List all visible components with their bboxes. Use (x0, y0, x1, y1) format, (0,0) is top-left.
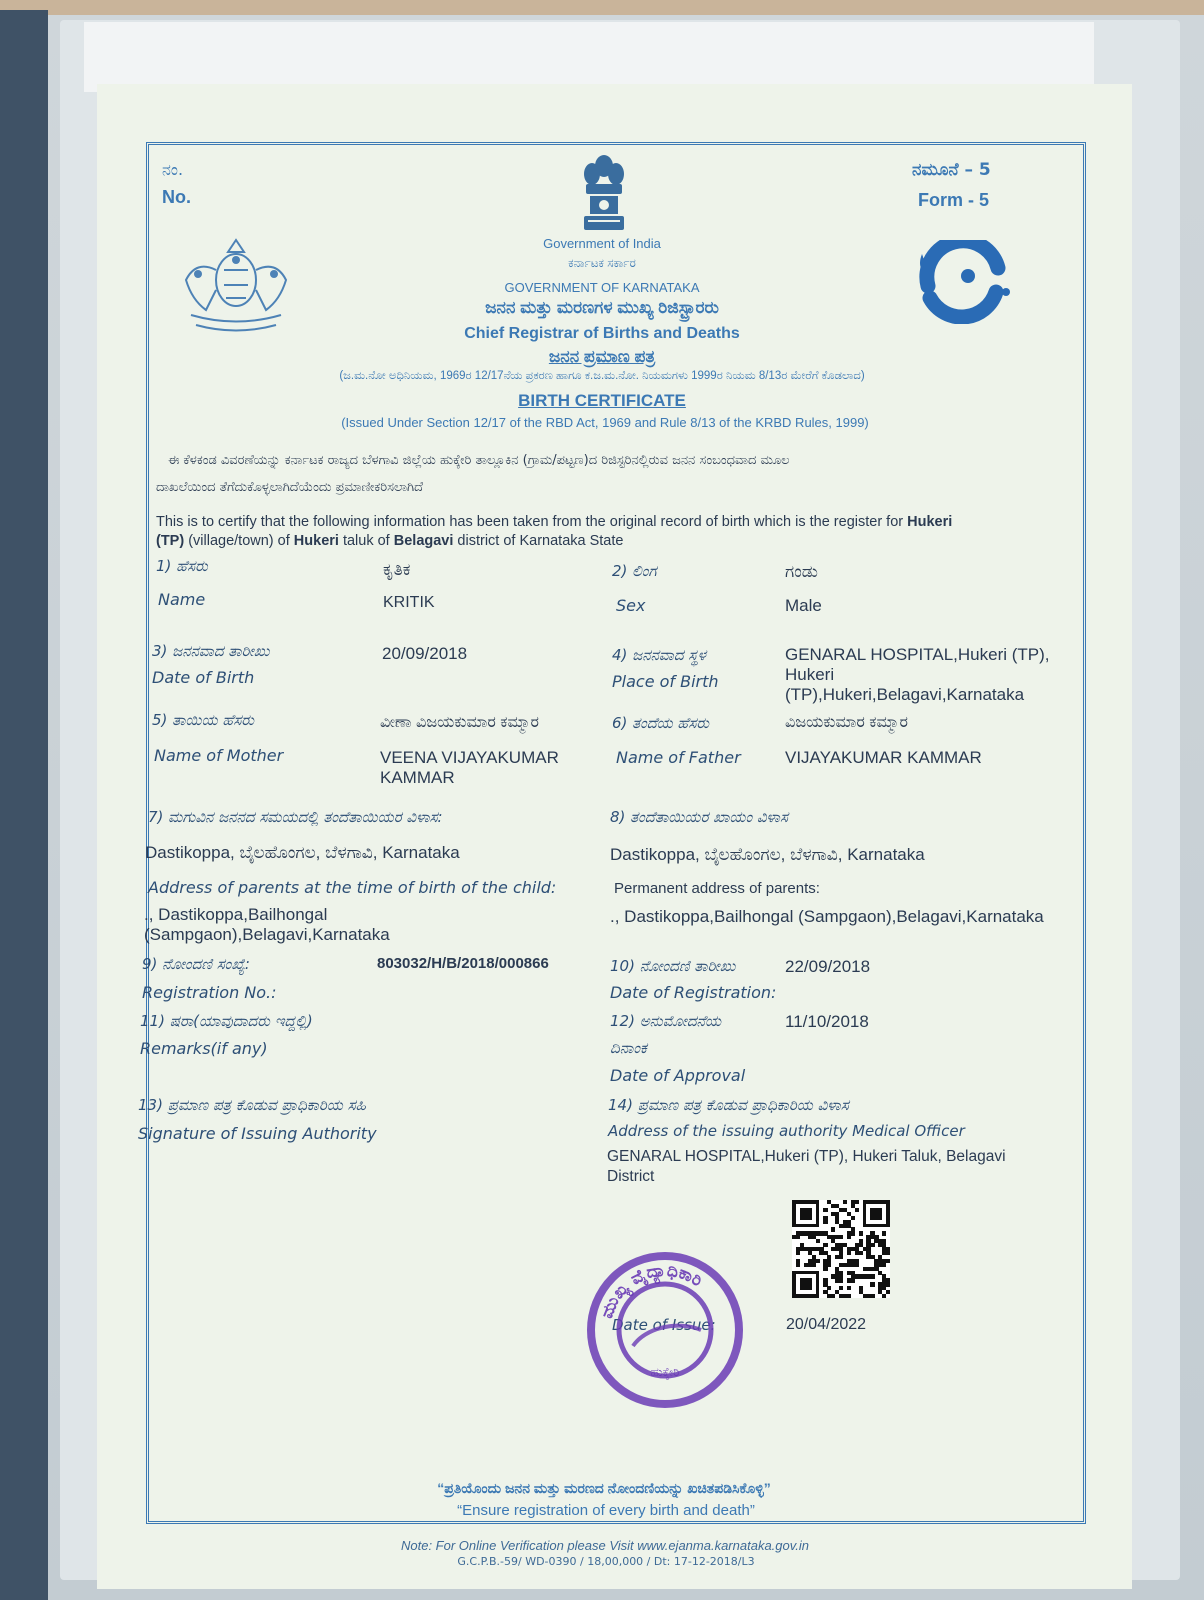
pob-label-kn: 4) ಜನನವಾದ ಸ್ಥಳ (612, 646, 706, 664)
address-perm-value: ., Dastikoppa,Bailhongal (Sampgaon),Belagavi,Karnataka (610, 907, 1044, 926)
address-perm-value-kn: Dastikoppa, ಬೈಲಹೊಂಗಲ, ಬೆಳಗಾವಿ, Karnataka (610, 845, 925, 864)
dob-label-kn: 3) ಜನನವಾದ ತಾರೀಖು (152, 642, 270, 660)
issue-date-label: Date of Issue: (612, 1316, 716, 1334)
sex-value-kn: ಗಂಡು (785, 562, 818, 581)
remarks-label: Remarks(if any) (140, 1039, 268, 1058)
address-perm-label: Permanent address of parents: (614, 880, 820, 897)
national-emblem-icon (580, 152, 628, 236)
pob-value-line3: (TP),Hukeri,Belagavi,Karnataka (785, 685, 1025, 704)
pob-value-line1: GENARAL HOSPITAL,Hukeri (TP), (785, 645, 1050, 664)
intro-en-line1: This is to certify that the following information has been taken from the original record of birth which is the register for Hukeri (156, 514, 953, 530)
karnataka-emblem-icon (176, 230, 296, 338)
form-label-kn: ನಮೂನೆ – 5 (912, 160, 991, 180)
name-value-kn: ಕೃತಿಕ (383, 560, 411, 579)
regdate-label: Date of Registration: (610, 983, 777, 1002)
intro-kn-line2: ದಾಖಲೆಯಿಂದ ತೆಗೆದುಕೊಳ್ಳಲಾಗಿದೆಯೆಂದು ಪ್ರಮಾಣೀಕರಿಸಲಾಗಿದೆ (156, 480, 424, 495)
qr-code[interactable] (792, 1200, 890, 1298)
address-birth-label: Address of parents at the time of birth of the child: (148, 878, 557, 897)
mother-label: Name of Mother (154, 746, 284, 765)
official-stamp (585, 1250, 745, 1410)
folder-spine (0, 10, 48, 1600)
regdate-value: 22/09/2018 (785, 957, 871, 976)
svg-text:ಹುಕ್ಕೇರಿ: ಹುಕ್ಕೇರಿ (650, 1365, 680, 1379)
certificate-kn-title: ಜನನ ಪ್ರಮಾಣ ಪತ್ರ (548, 347, 656, 366)
father-value-kn: ವಿಜಯಕುಮಾರ ಕಮ್ಮಾರ (785, 714, 908, 731)
address-birth-value-line2: (Sampgaon),Belagavi,Karnataka (144, 925, 390, 944)
pob-value-line2: Hukeri (785, 665, 835, 684)
pob-label: Place of Birth (612, 672, 719, 691)
print-code: G.C.P.B.-59/ WD-0390 / 18,00,000 / Dt: 17-12-2018/L3 (457, 1555, 755, 1568)
dob-label: Date of Birth (152, 668, 255, 687)
dob-value: 20/09/2018 (382, 644, 468, 663)
address-birth-value-line1: ., Dastikoppa,Bailhongal (144, 905, 328, 924)
issued-under-text: (Issued Under Section 12/17 of the RBD Act, 1969 and Rule 8/13 of the KRBD Rules, 1999) (341, 415, 869, 430)
father-value: VIJAYAKUMAR KAMMAR (785, 748, 982, 767)
approval-label-kn: 12) ಅನುಮೋದನೆಯ (610, 1012, 722, 1030)
authority-address-label-kn: 14) ಪ್ರಮಾಣ ಪತ್ರ ಕೊಡುವ ಪ್ರಾಧಿಕಾರಿಯ ವಿಳಾಸ (608, 1096, 849, 1114)
father-label-kn: 6) ತಂದೆಯ ಹೆಸರು (612, 714, 710, 732)
sex-label-kn: 2) ಲಿಂಗ (612, 562, 657, 580)
address-perm-label-kn: 8) ತಂದೆತಾಯಿಯರ ಖಾಯಂ ವಿಳಾಸ (610, 808, 788, 826)
issue-date-value: 20/04/2022 (786, 1316, 867, 1333)
govt-india-text: Government of India (543, 236, 661, 251)
paper-tab (84, 22, 1094, 92)
slogan-en: “Ensure registration of every birth and death” (457, 1502, 755, 1519)
slogan-kn: “ಪ್ರತಿಯೊಂದು ಜನನ ಮತ್ತು ಮರಣದ ನೋಂದಣಿಯನ್ನು ಖಚಿತಪಡಿಸಿಕೊಳ್ಳಿ” (437, 1480, 771, 1496)
regno-label: Registration No.: (142, 983, 277, 1002)
form-label: Form - 5 (918, 190, 990, 210)
approval-label: Date of Approval (610, 1066, 746, 1085)
no-label: No. (162, 187, 191, 207)
regno-value: 803032/H/B/2018/000866 (377, 955, 549, 972)
verification-note: Note: For Online Verification please Visit www.ejanma.karnataka.gov.in (400, 1538, 810, 1553)
crbd-logo-icon (916, 240, 1012, 324)
sex-label: Sex (616, 596, 646, 615)
remarks-label-kn: 11) ಷರಾ(ಯಾವುದಾದರು ಇದ್ದಲ್ಲಿ) (140, 1012, 313, 1030)
svg-text:ಮುಖ್ಯ ವೈದ್ಯಾಧಿಕಾರಿ: ಮುಖ್ಯ ವೈದ್ಯಾಧಿಕಾರಿ (597, 1260, 706, 1322)
certificate-title: BIRTH CERTIFICATE (518, 391, 686, 410)
mother-value-line2: KAMMAR (380, 768, 455, 787)
mother-value-line1: VEENA VIJAYAKUMAR (380, 748, 559, 767)
name-label-kn: 1) ಹೆಸರು (156, 557, 208, 575)
father-label: Name of Father (616, 748, 741, 767)
govt-karnataka-text: GOVERNMENT OF KARNATAKA (504, 280, 700, 295)
authority-address-line2: District (607, 1168, 655, 1185)
name-value: KRITIK (383, 594, 435, 611)
sex-value: Male (785, 596, 822, 615)
registrar-kn-text: ಜನನ ಮತ್ತು ಮರಣಗಳ ಮುಖ್ಯ ರಿಜಿಸ್ಟ್ರಾರರು (485, 298, 719, 317)
signature-label: Signature of Issuing Authority (138, 1124, 377, 1143)
authority-address-label: Address of the issuing authority Medical Officer (608, 1122, 965, 1140)
approval-label-kn2: ದಿನಾಂಕ (610, 1039, 647, 1057)
karnataka-kn-text: ಕರ್ನಾಟಕ ಸರ್ಕಾರ (568, 256, 636, 270)
act-kn-text: (ಜ.ಮ.ನೋ ಅಧಿನಿಯಮ, 1969ರ 12/17ನೆಯ ಪ್ರಕರಣ ಹಾಗೂ ಕ.ಜ.ಮ.ನೋ. ನಿಯಮಗಳು 1999ರ ನಿಯಮ 8/13ರ ಮೇರೆಗೆ ಕೊಡಲಾದ) (339, 370, 865, 382)
registrar-text: Chief Registrar of Births and Deaths (464, 325, 740, 342)
address-birth-label-kn: 7) ಮಗುವಿನ ಜನನದ ಸಮಯದಲ್ಲಿ ತಂದೆತಾಯಿಯರ ವಿಳಾಸ: (148, 808, 443, 826)
intro-kn-line1: ಈ ಕೆಳಕಂಡ ವಿವರಣೆಯನ್ನು ಕರ್ನಾಟಕ ರಾಜ್ಯದ ಬೆಳಗಾವಿ ಜಿಲ್ಲೆಯ ಹುಕ್ಕೇರಿ ತಾಲ್ಲೂಕಿನ (ಗ್ರಾಮ/ಪಟ್ಟಣ)ದ ರಿಜಿಸ್ಟರಿನಲ್ಲಿರುವ ಜನನ ಸಂಬಂಧವಾದ ಮೂಲ (168, 453, 790, 468)
approval-value: 11/10/2018 (785, 1012, 869, 1031)
no-label-kn: ನಂ. (162, 160, 184, 179)
signature-label-kn: 13) ಪ್ರಮಾಣ ಪತ್ರ ಕೊಡುವ ಪ್ರಾಧಿಕಾರಿಯ ಸಹಿ (138, 1096, 366, 1114)
intro-en-line2: (TP) (village/town) of Hukeri taluk of Belagavi district of Karnataka State (156, 533, 624, 549)
name-label: Name (158, 590, 206, 609)
regno-label-kn: 9) ನೋಂದಣಿ ಸಂಖ್ಯೆ: (142, 955, 250, 973)
regdate-label-kn: 10) ನೋಂದಣಿ ತಾರೀಖು (610, 957, 736, 975)
mother-label-kn: 5) ತಾಯಿಯ ಹೆಸರು (152, 711, 255, 729)
address-birth-value-kn: Dastikoppa, ಬೈಲಹೊಂಗಲ, ಬೆಳಗಾವಿ, Karnataka (145, 843, 460, 862)
mother-value-kn: ವೀಣಾ ವಿಜಯಕುಮಾರ ಕಮ್ಮಾರ (380, 714, 540, 731)
authority-address-line1: GENARAL HOSPITAL,Hukeri (TP), Hukeri Taluk, Belagavi (607, 1148, 1006, 1165)
